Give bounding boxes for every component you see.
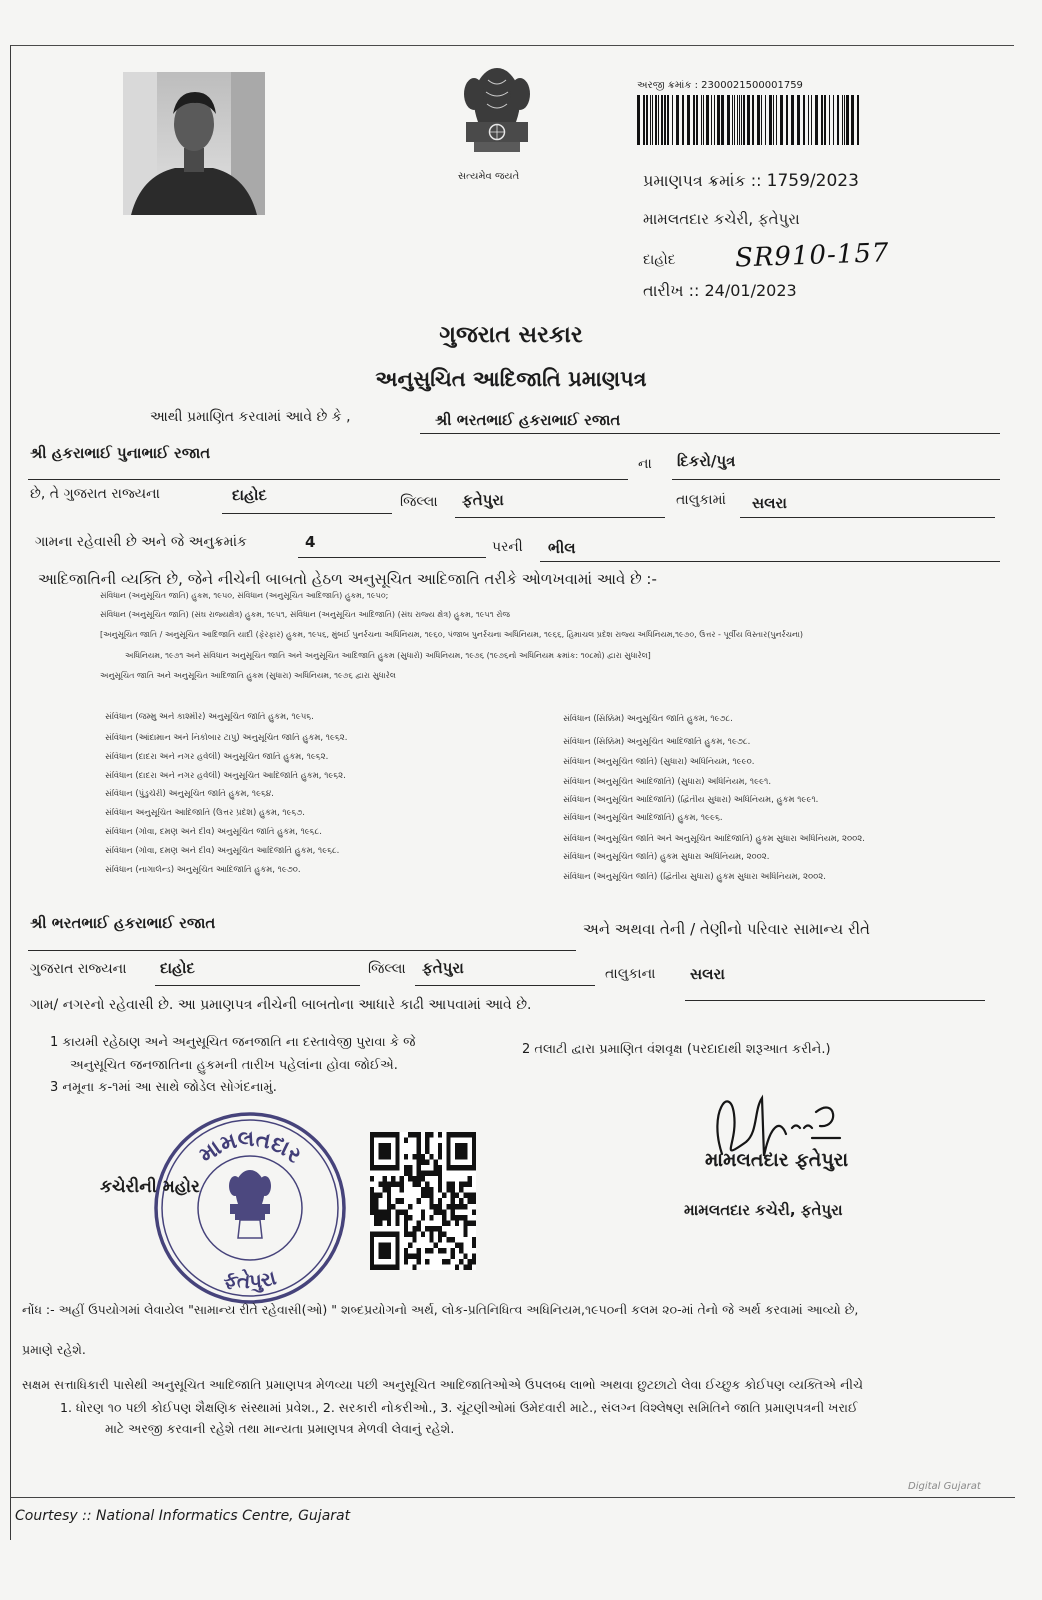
order-list-item: સંવિધાન (પુંડુચેરી) અનુસૂચિત જાતિ હુકમ, ૧૯૬૪. (105, 789, 274, 799)
note-benefit-list-continued: માટે અરજી કરવાની રહેશે તથા માન્યતા પ્રમાણપત્ર મેળવી લેવાનું રહેશે. (105, 1421, 455, 1436)
order-list-item: સંવિધાન (અનુસૂચિત જાતિ અને અનુસૂચિત આદિજાતિ) હુકમ સુધારા અધિનિયમ, ૨૦૦૨. (563, 834, 865, 844)
issue-date-value: 24/01/2023 (704, 281, 797, 300)
order-line: [અનુસૂચિત જાતિ / અનુસૂચિત આદિજાતિ યાદી (ફેરફાર) હુકમ, ૧૯૫૬, મુંબઈ પુનર્રચના અધિનિયમ, ૧૯૬૦, પંજાબ પુનર્રચના અધિનિયમ, ૧૯૬૬, હિમાચલ પ્રદેશ રાજ્ય અધિનિયમ,૧૯૭૦, ઉત્તર - પૂર્વીય વિસ્તાર(પુનર્રચના) (100, 630, 804, 639)
residence-district-label: જિલ્લા (368, 961, 406, 977)
handwritten-reference: SR910-157 (734, 238, 890, 274)
order-list-item: સંવિધાન (નાગાલેન્ડ) અનુસૂચિત આદિજાતિ હુકમ, ૧૯૭૦. (105, 865, 301, 875)
field-underline (28, 479, 628, 480)
footer-rule (10, 1497, 1015, 1498)
certificate-number-value: 1759/2023 (766, 171, 859, 191)
note-benefits: સક્ષમ સત્તાધિકારી પાસેથી અનુસૂચિત આદિજાતિ પ્રમાણપત્ર મેળવ્યા પછી અનુસૂચિત આદિજાતિઓએ ઉપલબ્ધ લાભો અથવા છુટછાટો લેવા ઈચ્છુક કોઈપણ વ્યક્તિએ નીચે (22, 1377, 863, 1392)
issue-date-label: તારીખ :: (643, 281, 700, 300)
field-underline (455, 517, 665, 518)
note-usual-residence-continued: પ્રમાણે રહેશે. (22, 1342, 86, 1357)
relation: દિકરો/પુત્ર (677, 452, 736, 470)
emblem-motto: સત્યમેવ જયતે (458, 171, 520, 182)
order-line: અધિનિયમ, ૧૯૭૧ અને સંવિધાન અનુસૂચિત જાતિ અને અનુસૂચિત આદિજાતિ હુકમ (સુધારો) અધિનિયમ, ૧૯૭૬ (૧૯૭૬નો અધિનિયમ ક્રમાંક: ૧૦૮મો) દ્વારા સુધારેલ] (125, 651, 651, 660)
order-list-item: સંવિધાન (અનુસૂચિત આદિજાતિ) (સુધારા) અધિનિયમ, ૧૯૯૧. (563, 777, 772, 787)
field-underline (740, 517, 995, 518)
basis-text: ગામ/ નગરનો રહેવાસી છે. આ પ્રમાણપત્ર નીચેની બાબતોના આધારે કાઢી આપવામાં આવે છે. (30, 997, 532, 1013)
order-list-item: સંવિધાન (અનુસૂચિત આદિજાતિ) હુકમ, ૧૯૯૬. (563, 813, 723, 823)
order-list-item: સંવિધાન (સિક્કિમ) અનુસૂચિત જાતિ હુકમ, ૧૯૭૮. (563, 714, 733, 724)
field-underline (155, 985, 360, 986)
residence-village: સલરા (690, 965, 725, 983)
state-text: છે, તે ગુજરાત રાજ્યના (30, 486, 160, 502)
courtesy-text: Courtesy :: National Informatics Centre, Gujarat (15, 1508, 351, 1524)
resident-text: ગામના રહેવાસી છે અને જે અનુક્રમાંક (35, 534, 247, 550)
of-label: ના (638, 456, 652, 472)
seal-top-text: મામલતદાર (194, 1126, 306, 1169)
recognition-text: આદિજાતિની વ્યક્તિ છે, જેને નીચેની બાબતો હેઠળ અનુસૂચિત આદિજાતિ તરીકે ઓળખવામાં આવે છે :- (38, 570, 657, 588)
basis-item-1-continued: અનુસૂચિત જનજાતિના હુકમની તારીખ પહેલાંના હોવા જોઈએ. (70, 1058, 398, 1073)
signatory-office: મામલતદાર કચેરી, ફતેપુરા (684, 1201, 843, 1219)
residence-taluka: ફતેપુરા (422, 959, 464, 977)
order-line: સંવિધાન (અનુસૂચિત જાતિ) (સંઘ રાજ્યક્ષેત્ર) હુકમ, ૧૯૫૧, સંવિધાન (અનુસૂચિત આદિજાતિ) (સંઘ રાજ્ય ક્ષેત્ર) હુકમ, ૧૯૫૧ રોજ (100, 610, 510, 619)
field-underline (222, 513, 392, 514)
certificate-number (643, 170, 1023, 193)
family-text: અને અથવા તેની / તેણીનો પરિવાર સામાન્ય રીતે (583, 920, 870, 938)
order-list-item: સંવિધાન (અનુસૂચિત જાતિ) હુકમ સુધારા અધિનિયમ, ૨૦૦૨. (563, 852, 770, 862)
application-number-value: 2300021500001759 (701, 80, 803, 91)
order-list-item: સંવિધાન (દાદરા અને નગર હવેલી) અનુસૂચિત આદિજાતિ હુકમ, ૧૯૬૨. (105, 771, 346, 781)
order-line: અનુસૂચિત જાતિ અને અનુસૂચિત આદિજાતિ હુકમ (સુધારા) અધિનિયમ, ૧૯૭૬ દ્વારા સુધારેલ (100, 671, 396, 680)
field-underline (415, 985, 595, 986)
residence-taluka-label: તાલુકાના (605, 966, 656, 982)
barcode (637, 95, 859, 145)
order-line: સંવિધાન (અનુસૂચિત જાતિ) હુકમ, ૧૯૫૦, સંવિધાન (અનુસૂચિત આદિજાતિ) હુકમ, ૧૯૫૦; (100, 591, 389, 600)
serial-number: 4 (305, 533, 316, 551)
order-list-item: સંવિધાન (દાદરા અને નગર હવેલી) અનુસૂચિત જાતિ હુકમ, ૧૯૬૨. (105, 752, 329, 762)
taluka: ફતેપુરા (462, 491, 504, 509)
application-number (637, 79, 887, 93)
field-underline (540, 561, 1000, 562)
on-label: પરની (492, 539, 523, 555)
village: સલરા (752, 494, 787, 512)
field-underline (420, 433, 1000, 434)
application-number-label: અરજી ક્રમાંક : (637, 80, 698, 91)
district-label: જિલ્લા (400, 494, 438, 510)
residence-district: દાહોદ (160, 959, 195, 977)
field-underline (28, 950, 576, 951)
basis-item-1: 1 કાયમી રહેઠાણ અને અનુસૂચિત જનજાતિ ના દસ્તાવેજી પુરાવા કે જે (50, 1035, 416, 1050)
district: દાહોદ (232, 486, 267, 504)
father-name: શ્રી હકરાભાઈ પુનાભાઈ રજાત (30, 444, 211, 462)
residence-state-text: ગુજરાત રાજ્યના (30, 961, 127, 977)
national-emblem-icon (452, 60, 542, 172)
order-list-item: સંવિધાન (અનુસૂચિત આદિજાતિ) (દ્વિતીય સુધારા) અધિનિયમ, હુકમ ૧૯૯૧. (563, 795, 819, 805)
qr-code (370, 1132, 476, 1270)
order-list-item: સંવિધાન (ગોવા, દમણ અને દીવ) અનુસૂચિત જાતિ હુકમ, ૧૯૬૮. (105, 827, 322, 837)
order-list-item: સંવિધાન (સિક્કિમ) અનુસૂચિત આદિજાતિ હુકમ, ૧૯૭૮. (563, 737, 751, 747)
qr-modules (370, 1132, 476, 1270)
issue-date (643, 280, 1023, 302)
signatory-stamp: મામલતદાર ફતેપુરા (705, 1149, 849, 1171)
applicant-photo (123, 72, 265, 215)
seal-top-label (195, 1127, 307, 1169)
seal-bottom-text: ફતેપુરા (221, 1265, 279, 1294)
note-benefit-list: 1. ધોરણ ૧૦ પછી કોઈપણ શૈક્ષણિક સંસ્થામાં પ્રવેશ., 2. સરકારી નોકરીઓ., 3. ચૂંટણીઓમાં ઉમેદવારી માટે., સંલગ્ન વિશ્લેષણ સમિતિને જાતિ પ્રમાણપત્રની ખરાઈ (60, 1400, 858, 1415)
note-usual-residence: નોંધ :- અહીં ઉપયોગમાં લેવાયેલ "સામાન્ય રીતે રહેવાસી(ઓ) " શબ્દપ્રયોગનો અર્થ, લોક-પ્રતિનિધિત્વ અધિનિયમ,૧૯૫૦ની કલમ ૨૦-માં તેનો જે અર્થ કરવામાં આવ્યો છે, (22, 1302, 859, 1317)
order-list-item: સંવિધાન (જમ્મુ અને કાશ્મીર) અનુસૂચિત જાતિ હુકમ, ૧૯૫૬. (105, 712, 314, 722)
field-underline (672, 479, 1000, 480)
order-list-item: સંવિધાન (ગોવા, દમણ અને દીવ) અનુસૂચિત આદિજાતિ હુકમ, ૧૯૬૮. (105, 846, 340, 856)
basis-item-2: 2 તલાટી દ્વારા પ્રમાણિત વંશવૃક્ષ (પરદાદાથી શરૂઆત કરીને.) (522, 1042, 831, 1057)
intro-text: આથી પ્રમાણિત કરવામાં આવે છે કે , (150, 409, 351, 425)
taluka-label: તાલુકામાં (676, 492, 726, 508)
field-underline (685, 1000, 985, 1001)
seal-label: કચેરીની મહોર (100, 1177, 200, 1197)
seal-bottom-label (221, 1265, 278, 1293)
office-seal (150, 1108, 350, 1308)
order-list-item: સંવિધાન (અનુસૂચિત જાતિ) (દ્વિતીય સુધારા) હુકમ સુધારા અધિનિયમ, ૨૦૦૨. (563, 872, 826, 882)
barcode-bars (637, 95, 859, 145)
issuing-office: મામલતદાર કચેરી, ફતેપુરા (643, 210, 800, 228)
residence-holder-name: શ્રી ભરતભાઈ હકરાભાઈ રજાત (30, 914, 216, 932)
district-line: દાહોદ (643, 252, 676, 268)
certificate-title: અનુસુચિત આદિજાતિ પ્રમાણપત્ર (375, 367, 647, 391)
digital-gujarat-watermark: Digital Gujarat (908, 1481, 981, 1492)
order-list-item: સંવિધાન (અનુસૂચિત જાતિ) (સુધારા) અધિનિયમ, ૧૯૯૦. (563, 757, 755, 767)
field-underline (298, 557, 486, 558)
basis-item-3: 3 નમૂના ક-૧માં આ સાથે જોડેલ સોગંદનામું. (50, 1080, 277, 1095)
order-list-item: સંવિધાન અનુસૂચિત આદિજાતિ (ઉત્તર પ્રદેશ) હુકમ, ૧૯૬૭. (105, 808, 306, 818)
tribe: ભીલ (548, 539, 576, 557)
certificate-number-label: પ્રમાણપત્ર ક્રમાંક :: (643, 171, 762, 190)
order-list-item: સંવિધાન (આંદામાન અને નિકોબાર ટાપુ) અનુસૂચિત જાતિ હુકમ, ૧૯૬૨. (105, 733, 348, 743)
government-title: ગુજરાત સરકાર (439, 322, 583, 348)
holder-name: શ્રી ભરતભાઈ હકરાભાઈ રજાત (435, 411, 621, 429)
